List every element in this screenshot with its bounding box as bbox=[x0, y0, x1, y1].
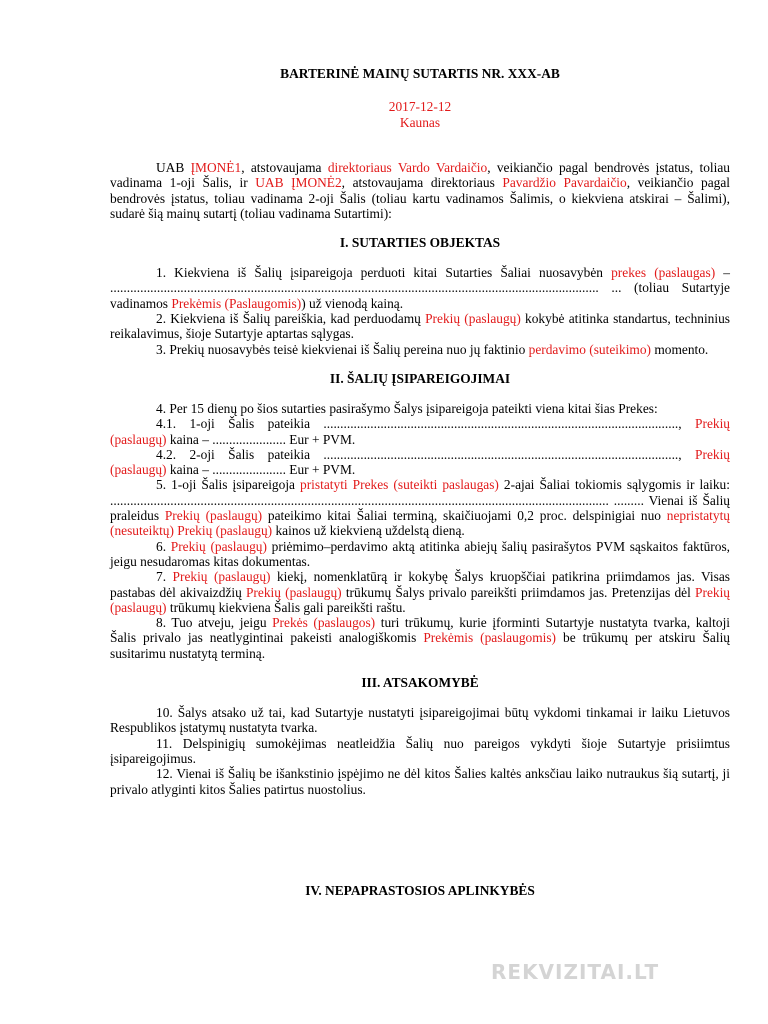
text: kokybė atitinka standartus, techninius reikalavimus, šioje Sutartyje aptartas sąlygas. bbox=[110, 311, 730, 342]
text: kaina – ...................... Eur + PVM. bbox=[166, 431, 356, 447]
clause-4: 4. Per 15 dienų po šios sutarties pasirašymo Šalys įsipareigoja pateikti viena kitai šias Prekes: bbox=[156, 400, 658, 416]
highlight: Prekių (paslaugų) bbox=[425, 311, 521, 327]
text: kiekį, nomenklatūrą ir kokybę Šalys kruopščiai patikrina priimdamos jas. Visas pastabas dėl akivaizdžių bbox=[110, 569, 730, 600]
contract-date: 2017-12-12 bbox=[388, 99, 452, 114]
highlight: Prekių (paslaugų) bbox=[110, 584, 730, 615]
contract-city: Kaunas bbox=[399, 115, 441, 130]
highlight: Prekių (paslaugų) bbox=[245, 584, 342, 600]
text: UAB bbox=[156, 160, 191, 175]
text: 4.2. 2-oji Šalis pateikia .........................................................................................................., bbox=[156, 446, 696, 462]
watermark-logo: REKVIZITAI.LT bbox=[491, 960, 660, 984]
clause-7 bbox=[110, 569, 730, 615]
highlight: Prekių (paslaugų) bbox=[172, 569, 271, 585]
contract-page bbox=[110, 66, 730, 899]
highlight: pristatyti Prekes (suteikti paslaugas) bbox=[300, 477, 499, 493]
text: pateikimo kitai Šaliai terminą, skaičiuojami 0,2 proc. delspinigiai nuo bbox=[262, 508, 667, 524]
text: 2-ajai Šaliai tokiomis sąlygomis ir laiku: ..................................................................................................................................................... ......... Vienai iš Šalių praleidus bbox=[110, 477, 730, 524]
intro-paragraph bbox=[110, 160, 730, 221]
text: , atstovaujama bbox=[241, 160, 328, 175]
text: 8. Tuo atveju, jeigu bbox=[156, 615, 273, 631]
clause-6 bbox=[110, 539, 730, 570]
text: 7. bbox=[156, 569, 173, 585]
clause-1 bbox=[110, 265, 730, 311]
highlight: Prekėmis (paslaugomis) bbox=[423, 630, 557, 646]
text: , veikiančio pagal bendrovės įstatus, toliau vadinama 2-oji Šalis (toliau kartu vadinamos Šalimis, o kiekviena atskirai – Šalimi), sudarė šią mainų sutartį (toliau vadinama Sutartimi): bbox=[110, 175, 730, 221]
text: 6. bbox=[156, 538, 171, 554]
highlight: Prekės (paslaugos) bbox=[272, 615, 376, 631]
text: trūkumų kiekviena Šalis gali pareikšti raštu. bbox=[166, 599, 406, 615]
text: 2. Kiekviena iš Šalių pareiškia, kad perduodamų bbox=[156, 311, 426, 327]
text: priėmimo–perdavimo aktą atitinka abiejų šalių pasirašytos PVM sąskaitos faktūros, jeigu nesudaromas kitas dokumentas. bbox=[110, 538, 731, 569]
clause-12: 12. Vienai iš Šalių be išankstinio įspėjimo ne dėl kitos Šalies kaltės anksčiau laiko nutraukus šią sutartį, ji privalo atlyginti kitos Šalies patirtus nuostolius. bbox=[110, 766, 730, 797]
highlight: Prekių (paslaugų) bbox=[110, 416, 730, 447]
text: kaina – ...................... Eur + PVM. bbox=[166, 462, 356, 478]
text: – .................................................................................................................................................. ... (toliau Sutartyje vadinamos bbox=[110, 265, 731, 311]
text: , veikiančio pagal bendrovės įstatus, toliau vadinama 1-oji Šalis, ir bbox=[110, 160, 730, 191]
clause-4-2 bbox=[110, 447, 730, 478]
company1-name: ĮMONĖ1 bbox=[190, 160, 242, 175]
director2-name: Pavardžio Pavardaičio bbox=[502, 175, 627, 191]
clause-11: 11. Delspinigių sumokėjimas neatleidžia Šalių nuo pareigos vykdyti šioje Sutartyje prisiimtus įsipareigojimus. bbox=[110, 735, 730, 766]
text: , atstovaujama direktoriaus bbox=[341, 175, 503, 191]
clause-4-1 bbox=[110, 416, 730, 447]
clause-5 bbox=[110, 477, 730, 538]
section-heading-2: II. ŠALIŲ ĮSIPAREIGOJIMAI bbox=[329, 370, 511, 386]
highlight: nepristatytų (nesuteiktų) Prekių (paslaugų) bbox=[110, 508, 730, 539]
text: kainos už kiekvieną uždelstą dieną. bbox=[272, 523, 465, 539]
highlight: Prekėmis (Paslaugomis) bbox=[171, 295, 302, 311]
text: 4.1. 1-oji Šalis pateikia .........................................................................................................., bbox=[156, 416, 696, 432]
highlight: perdavimo (suteikimo) bbox=[528, 341, 651, 357]
document-title: BARTERINĖ MAINŲ SUTARTIS NR. XXX-AB bbox=[280, 66, 560, 81]
text: 5. 1-oji Šalis įsipareigoja bbox=[156, 477, 301, 493]
text: 1. Kiekviena iš Šalių įsipareigoja perduoti kitai Sutarties Šaliai nuosavybėn bbox=[156, 265, 612, 281]
text: 3. Prekių nuosavybės teisė kiekvienai iš Šalių pereina nuo jų faktinio bbox=[156, 341, 529, 357]
company2-name: UAB ĮMONĖ2 bbox=[255, 175, 342, 191]
section-heading-1: I. SUTARTIES OBJEKTAS bbox=[339, 235, 501, 251]
highlight: Prekių (paslaugų) bbox=[110, 446, 730, 478]
section-heading-3: III. ATSAKOMYBĖ bbox=[361, 675, 479, 691]
highlight: Prekių (paslaugų) bbox=[164, 508, 263, 524]
highlight: prekes (paslaugas) bbox=[611, 265, 716, 281]
text: ) už vienodą kainą. bbox=[301, 295, 404, 311]
director1-name: direktoriaus Vardo Vardaičio bbox=[327, 160, 488, 175]
text: trūkumų Šalys privalo pareikšti priimdamos jas. Pretenzijas dėl bbox=[341, 584, 696, 600]
text: momento. bbox=[651, 341, 709, 357]
text: turi trūkumų, kurie įforminti Sutartyje nustatyta tvarka, kaltoji Šalis privalo jas neatlygintinai pakeisti analogiškomis bbox=[110, 615, 731, 646]
date-block bbox=[110, 99, 730, 131]
clause-3 bbox=[110, 342, 730, 357]
clause-8 bbox=[110, 615, 730, 661]
clause-2 bbox=[110, 311, 730, 342]
highlight: Prekių (paslaugų) bbox=[170, 538, 267, 554]
text: be trūkumų per atskiru Šalių susitarimu nustatytą terminą. bbox=[110, 630, 730, 661]
clause-10: 10. Šalys atsako už tai, kad Sutartyje nustatyti įsipareigojimai būtų vykdomi tinkamai ir laiku Lietuvos Respublikos įstatymų nustatyta tvarka. bbox=[110, 705, 730, 736]
section-heading-4: IV. NEPAPRASTOSIOS APLINKYBĖS bbox=[305, 882, 535, 898]
